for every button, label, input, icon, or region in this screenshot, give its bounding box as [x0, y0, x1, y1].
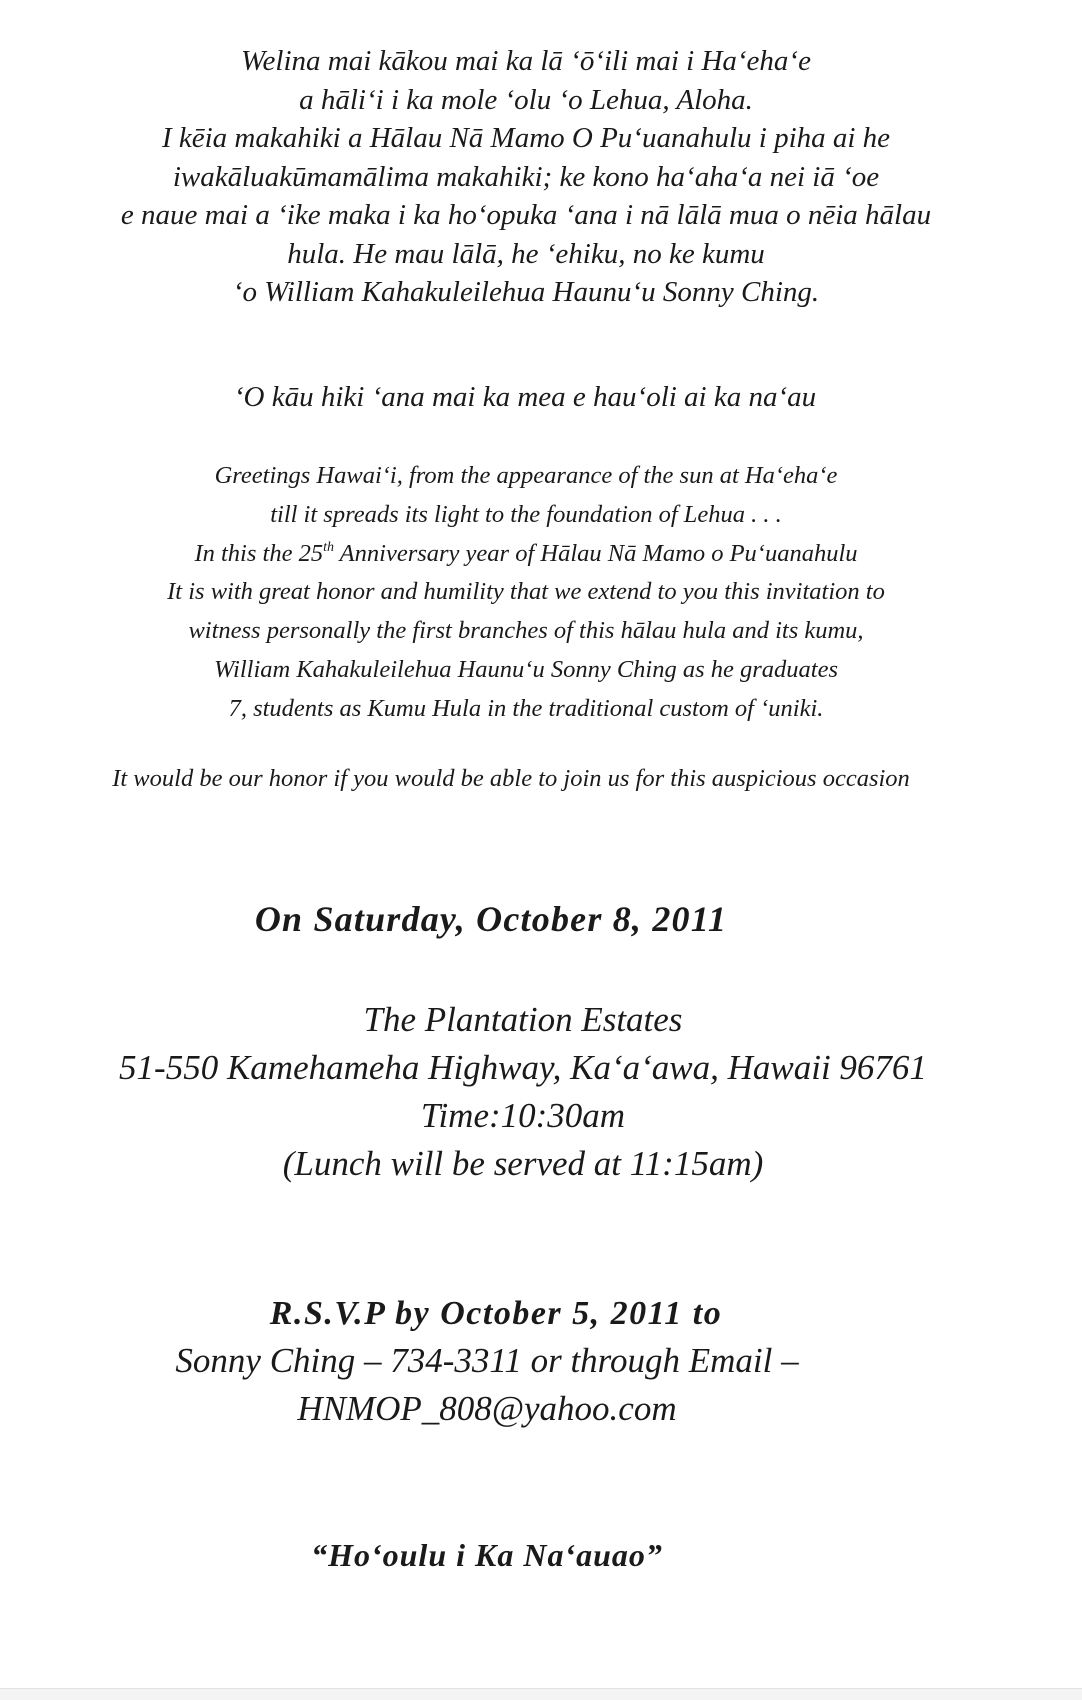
honor-statement: [0, 763, 1052, 795]
hawaiian-closing-text: ʻO kāu hiki ʻana mai ka mea e hauʻoli ai ka naʻau: [233, 381, 817, 413]
venue-name: The Plantation Estates: [363, 1000, 683, 1039]
rsvp-contact: Sonny Ching – 734-3311 or through Email –: [175, 1341, 799, 1380]
venue-address: 51-550 Kamehameha Highway, Kaʻaʻawa, Hawaii 96761: [119, 1048, 927, 1087]
event-date: [0, 897, 1032, 941]
english-greeting: [0, 457, 1067, 729]
honor-line: It would be our honor if you would be able to join us for this auspicious occasion: [112, 765, 910, 792]
hawaiian-line: hula. He mau lālā, he ʻehiku, no ke kumu: [287, 237, 765, 270]
english-line: 7, students as Kumu Hula in the traditional custom of ʻuniki.: [228, 694, 824, 722]
hawaiian-line: Welina mai kākou mai ka lā ʻōʻili mai i Haʻehaʻe: [241, 45, 811, 77]
hawaiian-greeting: [0, 42, 1067, 312]
lunch-note: (Lunch will be served at 11:15am): [282, 1144, 764, 1183]
hawaiian-line: e naue mai a ʻike maka i ka hoʻopuka ʻana i nā lālā mua o nēia hālau: [120, 199, 932, 231]
motto: [0, 1534, 1028, 1576]
english-line: till it spreads its light to the foundation of Lehua . . .: [270, 500, 782, 528]
event-time: Time:10:30am: [420, 1096, 626, 1135]
rsvp-heading: [0, 1292, 1037, 1336]
english-line: [0, 535, 1067, 574]
event-date-text: On Saturday, October 8, 2011: [254, 899, 728, 939]
event-venue: [0, 996, 1064, 1188]
motto-text: “Hoʻoulu i Ka Naʻauao”: [311, 1537, 663, 1573]
english-line-part: In this the 25: [194, 539, 324, 567]
english-line: witness personally the first branches of this hālau hula and its kumu,: [188, 617, 864, 645]
english-line-part: Anniversary year of Hālau Nā Mamo o Puʻuanahulu: [333, 539, 858, 567]
hawaiian-line: ʻo William Kahakuleilehua Haunuʻu Sonny Ching.: [232, 276, 820, 308]
rsvp-details: [0, 1337, 1028, 1433]
english-line: Greetings Hawaiʻi, from the appearance of the sun at Haʻehaʻe: [214, 462, 838, 489]
ordinal-suffix: th: [323, 539, 334, 555]
rsvp-title-text: R.S.V.P by October 5, 2011 to: [269, 1295, 723, 1332]
page-bottom-edge: [0, 1688, 1082, 1700]
hawaiian-line: I kēia makahiki a Hālau Nā Mamo O Puʻuanahulu i piha ai he: [161, 122, 891, 154]
hawaiian-line: a hāliʻi i ka mole ʻolu ʻo Lehua, Aloha.: [299, 83, 753, 116]
rsvp-email: HNMOP_808@yahoo.com: [297, 1389, 677, 1428]
english-line: William Kahakuleilehua Haunuʻu Sonny Ching as he graduates: [213, 655, 839, 683]
english-line: It is with great honor and humility that we extend to you this invitation to: [167, 578, 885, 606]
hawaiian-line: iwakāluakūmamālima makahiki; ke kono haʻahaʻa nei iā ʻoe: [172, 160, 880, 193]
hawaiian-closing: [0, 378, 1066, 416]
